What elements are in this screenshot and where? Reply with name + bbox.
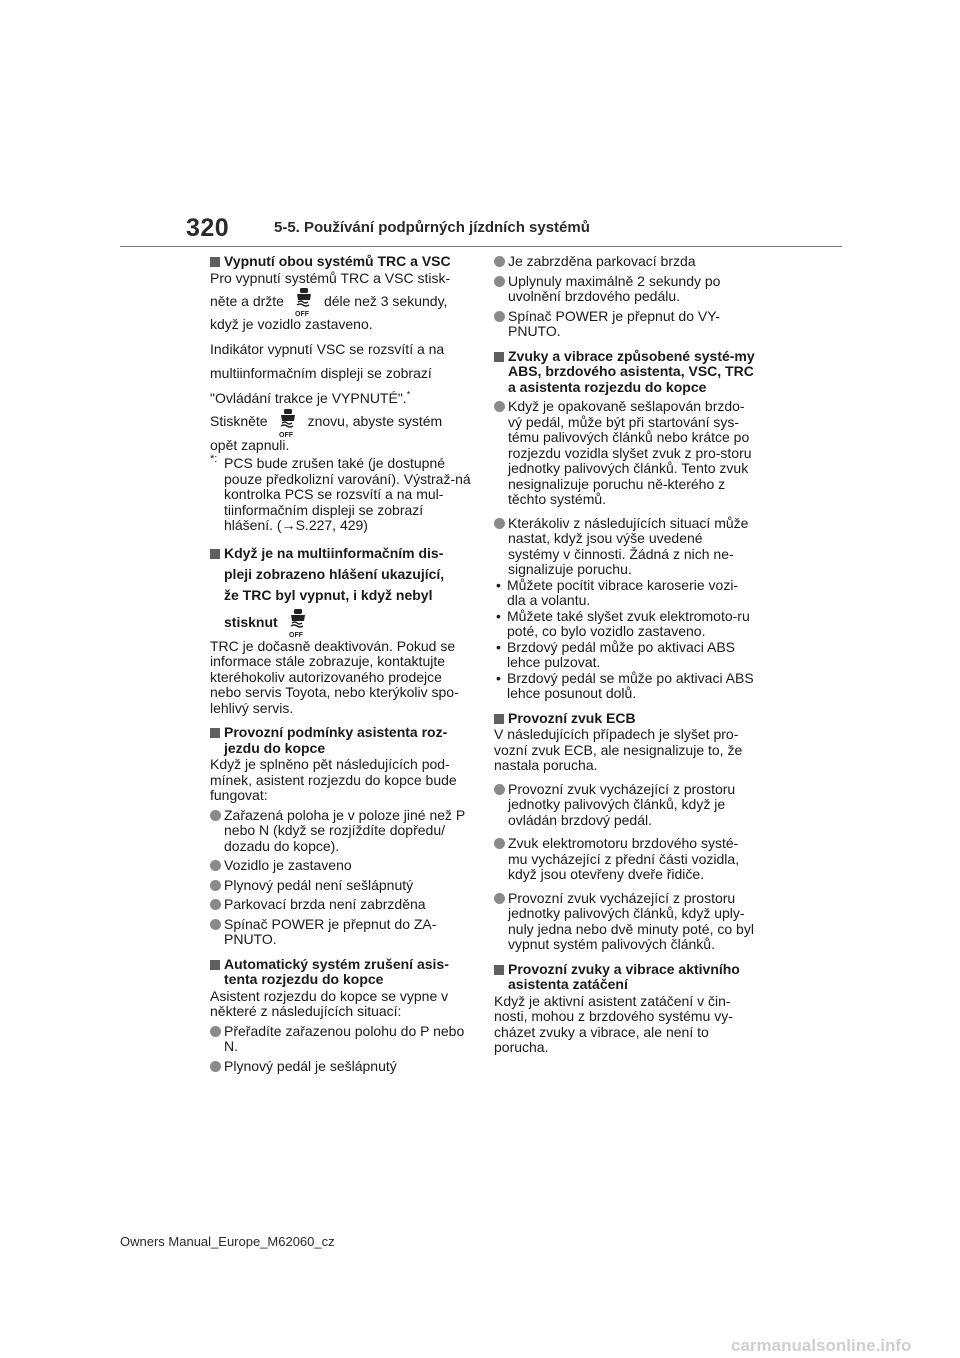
list-item: Provozní zvuk vycházející z prostoru jednotky palivových článků, když je ovládán brzdový pedál. bbox=[494, 782, 756, 829]
section-heading: Zvuky a vibrace způsobené systé-my ABS, brzdového asistenta, VSC, TRC a asistenta rozjezdu do kopce bbox=[494, 349, 756, 396]
header-divider bbox=[120, 246, 842, 247]
left-column bbox=[210, 254, 472, 1074]
list-item: Zařazená poloha je v poloze jiné než P nebo N (když se rozjíždíte dopředu/ dozadu do kopce). bbox=[210, 808, 472, 855]
list-item: Je zabrzděna parkovací brzda bbox=[494, 254, 756, 270]
list-item: Plynový pedál není sešlápnutý bbox=[210, 878, 472, 894]
square-bullet-icon bbox=[210, 549, 220, 559]
list-item: Vozidlo je zastaveno bbox=[210, 858, 472, 874]
section-heading: Provozní zvuky a vibrace aktivního asistenta zatáčení bbox=[494, 962, 756, 993]
body-text: Když je aktivní asistent zatáčení v čin-nosti, mohou z brzdového systému vy-cházet zvuky a vibrace, ale není to porucha. bbox=[494, 992, 733, 1055]
chapter-title: 5-5. Používání podpůrných jízdních systémů bbox=[274, 219, 590, 236]
section-heading: Vypnutí obou systémů TRC a VSC bbox=[210, 254, 472, 270]
body-text: V následujících případech je slyšet pro-vozní zvuk ECB, ale nesignalizuje to, že nastala porucha. bbox=[494, 726, 743, 773]
circle-bullet-icon bbox=[494, 401, 505, 412]
circle-bullet-icon bbox=[210, 880, 221, 891]
section-heading: Automatický systém zrušení asis-tenta rozjezdu do kopce bbox=[210, 957, 472, 988]
sub-list-item: • Brzdový pedál se může po aktivaci ABS lehce posunout dolů. bbox=[496, 669, 754, 701]
list-item: Zvuk elektromotoru brzdového systé-mu vycházející z přední části vozidla, když jsou otevřeny dveře řidiče. bbox=[494, 836, 756, 883]
sub-list-item: • Můžete pocítit vibrace karoserie vozi-dla a volantu. bbox=[496, 576, 739, 608]
circle-bullet-icon bbox=[210, 1061, 221, 1072]
body-text: TRC je dočasně deaktivován. Pokud se informace stále zobrazuje, kontaktujte kteréhokoliv autorizovaného prodejce nebo servis Toyota, nebo kterýkoliv spo-lehlivý servis. bbox=[210, 637, 459, 716]
vsc-off-icon bbox=[287, 608, 309, 638]
svg-text:OFF: OFF bbox=[278, 431, 293, 438]
square-bullet-icon bbox=[210, 960, 220, 970]
square-bullet-icon bbox=[494, 352, 504, 362]
square-bullet-icon bbox=[210, 728, 220, 738]
list-item: Přeřadíte zařazenou polohu do P nebo N. bbox=[210, 1024, 472, 1055]
circle-bullet-icon bbox=[210, 919, 221, 930]
right-column bbox=[494, 254, 756, 1056]
section-heading: Provozní podmínky asistenta roz-jezdu do kopce bbox=[210, 725, 472, 756]
circle-bullet-icon bbox=[494, 256, 505, 267]
body-text: něte a držte OFF déle než 3 sekundy, bbox=[210, 286, 472, 317]
body-text: multiinformačním displeji se zobrazí bbox=[210, 365, 432, 382]
list-item: Provozní zvuk vycházející z prostoru jednotky palivových článků, když uply-nuly jedna nebo dvě minuty poté, co byl vypnut systém palivových článků. bbox=[494, 891, 756, 953]
circle-bullet-icon bbox=[494, 893, 505, 904]
list-item: Spínač POWER je přepnut do VY-PNUTO. bbox=[494, 309, 756, 340]
body-text: opět zapnuli. bbox=[210, 436, 290, 453]
square-bullet-icon bbox=[494, 714, 504, 724]
body-text: Když je splněno pět následujících pod-mínek, asistent rozjezdu do kopce bude fungovat: bbox=[210, 756, 457, 804]
circle-bullet-icon bbox=[494, 838, 505, 849]
list-item: Spínač POWER je přepnut do ZA-PNUTO. bbox=[210, 917, 472, 948]
body-text: Indikátor vypnutí VSC se rozsvítí a na bbox=[210, 340, 445, 357]
vsc-off-icon bbox=[277, 408, 299, 438]
circle-bullet-icon bbox=[210, 1026, 221, 1037]
circle-bullet-icon bbox=[210, 860, 221, 871]
footnote: *: PCS bude zrušen také (je dostupné pouze předkolizní varování). Výstraž-ná kontrolka PCS se rozsvítí a na mul-tiinformačním displeji se zobrazí hlášení. (→S.227, 429) bbox=[210, 453, 471, 534]
page-number: 320 bbox=[186, 214, 230, 242]
sub-list-item: • Můžete také slyšet zvuk elektromoto-ru poté, co bylo vozidlo zastaveno. bbox=[496, 607, 750, 639]
sub-list-item: • Brzdový pedál může po aktivaci ABS lehce pulzovat. bbox=[496, 638, 736, 670]
square-bullet-icon bbox=[210, 257, 220, 267]
list-item: Uplynuly maximálně 2 sekundy po uvolnění brzdového pedálu. bbox=[494, 274, 756, 305]
footer-text: Owners Manual_Europe_M62060_cz bbox=[120, 1234, 335, 1249]
body-text: Asistent rozjezdu do kopce se vypne v některé z následujících situací: bbox=[210, 987, 449, 1020]
body-text: "Ovládání trakce je VYPNUTÉ".* bbox=[210, 389, 411, 406]
section-heading: Provozní zvuk ECB bbox=[494, 711, 756, 727]
circle-bullet-icon bbox=[494, 518, 505, 529]
svg-text:OFF: OFF bbox=[288, 631, 303, 638]
body-text: když je vozidlo zastaveno. bbox=[210, 316, 373, 333]
circle-bullet-icon bbox=[494, 276, 505, 287]
circle-bullet-icon bbox=[494, 784, 505, 795]
svg-text:OFF: OFF bbox=[294, 311, 309, 318]
list-item: Když je opakovaně sešlapován brzdo-vý pedál, může být při startování sys-tému palivových článků nebo krátce po rozjezdu vozidla slyšet zvuk z pro-storu jednotky palivových článků. Tento zvuk nesignalizuje poruchu ně-kterého z těchto systémů. bbox=[494, 399, 756, 508]
list-item: Parkovací brzda není zabrzděna bbox=[210, 897, 472, 913]
vsc-off-icon bbox=[293, 287, 315, 317]
watermark: carmanualsonline.info bbox=[731, 1336, 912, 1355]
square-bullet-icon bbox=[494, 965, 504, 975]
list-item: Kterákoliv z následujících situací může nastat, když jsou výše uvedené systémy v činnosti. Žádná z nich ne-signalizuje poruchu. bbox=[494, 516, 756, 578]
circle-bullet-icon bbox=[210, 899, 221, 910]
list-item: Plynový pedál je sešlápnutý bbox=[210, 1059, 472, 1075]
body-text: Pro vypnutí systémů TRC a VSC stisk- bbox=[210, 269, 451, 286]
body-text: Stiskněte OFF znovu, abyste systém bbox=[210, 406, 472, 437]
section-heading: Když je na multiinformačním dis- pleji zobrazeno hlášení ukazující, že TRC byl vypnut, i když nebyl stisknut OFF bbox=[210, 543, 472, 638]
circle-bullet-icon bbox=[494, 311, 505, 322]
circle-bullet-icon bbox=[210, 810, 221, 821]
